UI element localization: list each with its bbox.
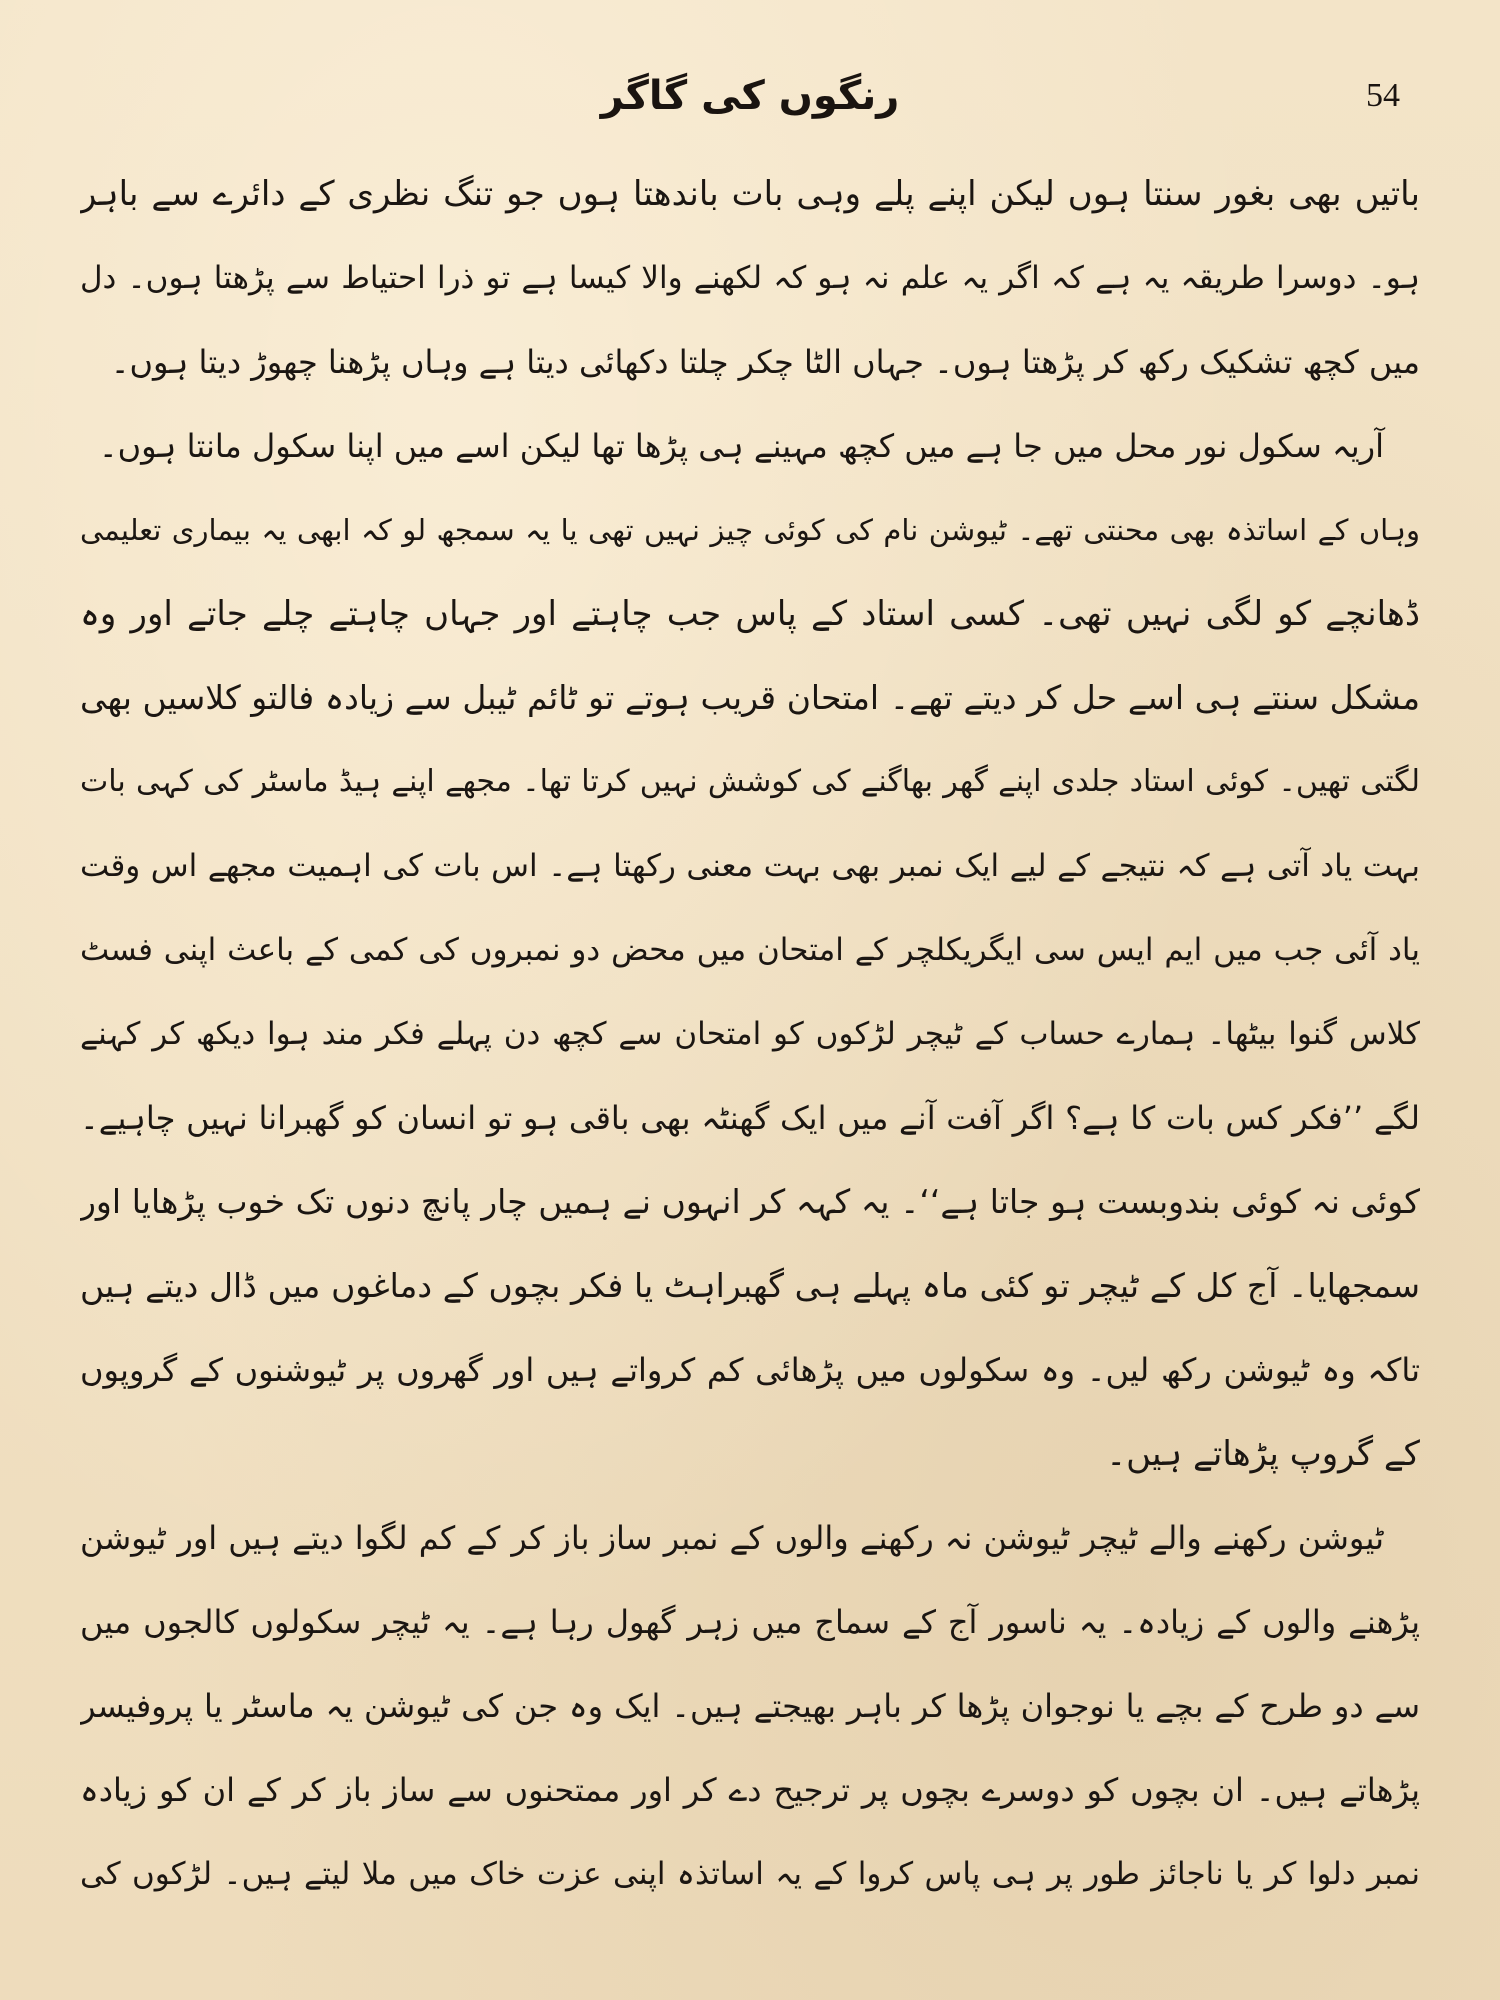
- text-line: لگے ’’فکر کس بات کا ہے؟ اگر آفت آنے میں ایک گھنٹہ بھی باقی ہو تو انسان کو گھبرانا نہیں چاہیے۔: [80, 1099, 1420, 1137]
- text-line: مشکل سنتے ہی اسے حل کر دیتے تھے۔ امتحان قریب ہوتے تو ٹائم ٹیبل سے زیادہ فالتو کلاسیں بھی: [80, 678, 1420, 717]
- text-line: پڑھنے والوں کے زیادہ۔ یہ ناسور آج کے سماج میں زہر گھول رہا ہے۔ یہ ٹیچر سکولوں کالجوں میں: [80, 1603, 1420, 1641]
- text-line: نمبر دلوا کر یا ناجائز طور پر ہی پاس کروا کے یہ اساتذہ اپنی عزت خاک میں ملا لیتے ہیں۔ لڑکوں کی: [80, 1856, 1420, 1892]
- text-line: سے دو طرح کے بچے یا نوجوان پڑھا کر باہر بھیجتے ہیں۔ ایک وہ جن کی ٹیوشن یہ ماسٹر یا پروفیسر: [80, 1687, 1420, 1725]
- text-line: سمجھایا۔ آج کل کے ٹیچر تو کئی ماہ پہلے ہی گھبراہٹ یا فکر بچوں کے دماغوں میں ڈال دیتے ہیں: [80, 1266, 1420, 1305]
- text-line: باتیں بھی بغور سنتا ہوں لیکن اپنے پلے وہی بات باندھتا ہوں جو تنگ نظری کے دائرے سے باہر: [80, 174, 1420, 214]
- text-line: ڈھانچے کو لگی نہیں تھی۔ کسی استاد کے پاس جب چاہتے اور جہاں چاہتے چلے جاتے اور وہ: [80, 594, 1420, 634]
- text-line: یاد آئی جب میں ایم ایس سی ایگریکلچر کے امتحان میں محض دو نمبروں کی کمی کے باعث اپنی فسٹ: [80, 932, 1420, 968]
- text-line: کوئی نہ کوئی بندوبست ہو جاتا ہے‘‘۔ یہ کہہ کر انہوں نے ہمیں چار پانچ دنوں تک خوب پڑھایا اور: [80, 1182, 1420, 1221]
- body-text: [80, 152, 1420, 1916]
- text-line: ہو۔ دوسرا طریقہ یہ ہے کہ اگر یہ علم نہ ہو کہ لکھنے والا کیسا ہے تو ذرا احتیاط سے پڑھتا ہوں۔ دل: [80, 260, 1420, 296]
- running-title: رنگوں کی گاگر: [600, 73, 900, 119]
- text-line: لگتی تھیں۔ کوئی استاد جلدی اپنے گھر بھاگنے کی کوشش نہیں کرتا تھا۔ مجھے اپنے ہیڈ ماسٹر کی کہی بات: [80, 764, 1420, 799]
- page-number: 54: [1366, 77, 1400, 114]
- paragraph-start-line: آریہ سکول نور محل میں جا ہے میں کچھ مہینے ہی پڑھا تھا لیکن اسے میں اپنا سکول مانتا ہوں۔: [98, 427, 1384, 465]
- text-line: وہاں کے اساتذہ بھی محنتی تھے۔ ٹیوشن نام کی کوئی چیز نہیں تھی یا یہ سمجھ لو کہ ابھی یہ بیماری تعلیمی: [80, 513, 1420, 547]
- text-line: میں کچھ تشکیک رکھ کر پڑھتا ہوں۔ جہاں الٹا چکر چلتا دکھائی دیتا ہے وہاں پڑھنا چھوڑ دیتا ہوں۔: [110, 343, 1420, 381]
- text-line: کے گروپ پڑھاتے ہیں۔: [1106, 1434, 1420, 1474]
- text-line: تاکہ وہ ٹیوشن رکھ لیں۔ وہ سکولوں میں پڑھائی کم کرواتے ہیں اور گھروں پر ٹیوشنوں کے گروپوں: [80, 1351, 1420, 1389]
- paragraph-start-line: ٹیوشن رکھنے والے ٹیچر ٹیوشن نہ رکھنے والوں کے نمبر ساز باز کر کے کم لگوا دیتے ہیں اور ٹیوشن: [80, 1519, 1384, 1557]
- text-line: پڑھاتے ہیں۔ ان بچوں کو دوسرے بچوں پر ترجیح دے کر اور ممتحنوں سے ساز باز کر کے ان کو زیادہ: [80, 1771, 1420, 1809]
- page-header: [60, 64, 1440, 134]
- text-line: بہت یاد آتی ہے کہ نتیجے کے لیے ایک نمبر بھی بہت معنی رکھتا ہے۔ اس بات کی اہمیت مجھے اس وقت: [80, 848, 1420, 884]
- text-line: کلاس گنوا بیٹھا۔ ہمارے حساب کے ٹیچر لڑکوں کو امتحان سے کچھ دن پہلے فکر مند ہوا دیکھ کر کہنے: [80, 1016, 1420, 1052]
